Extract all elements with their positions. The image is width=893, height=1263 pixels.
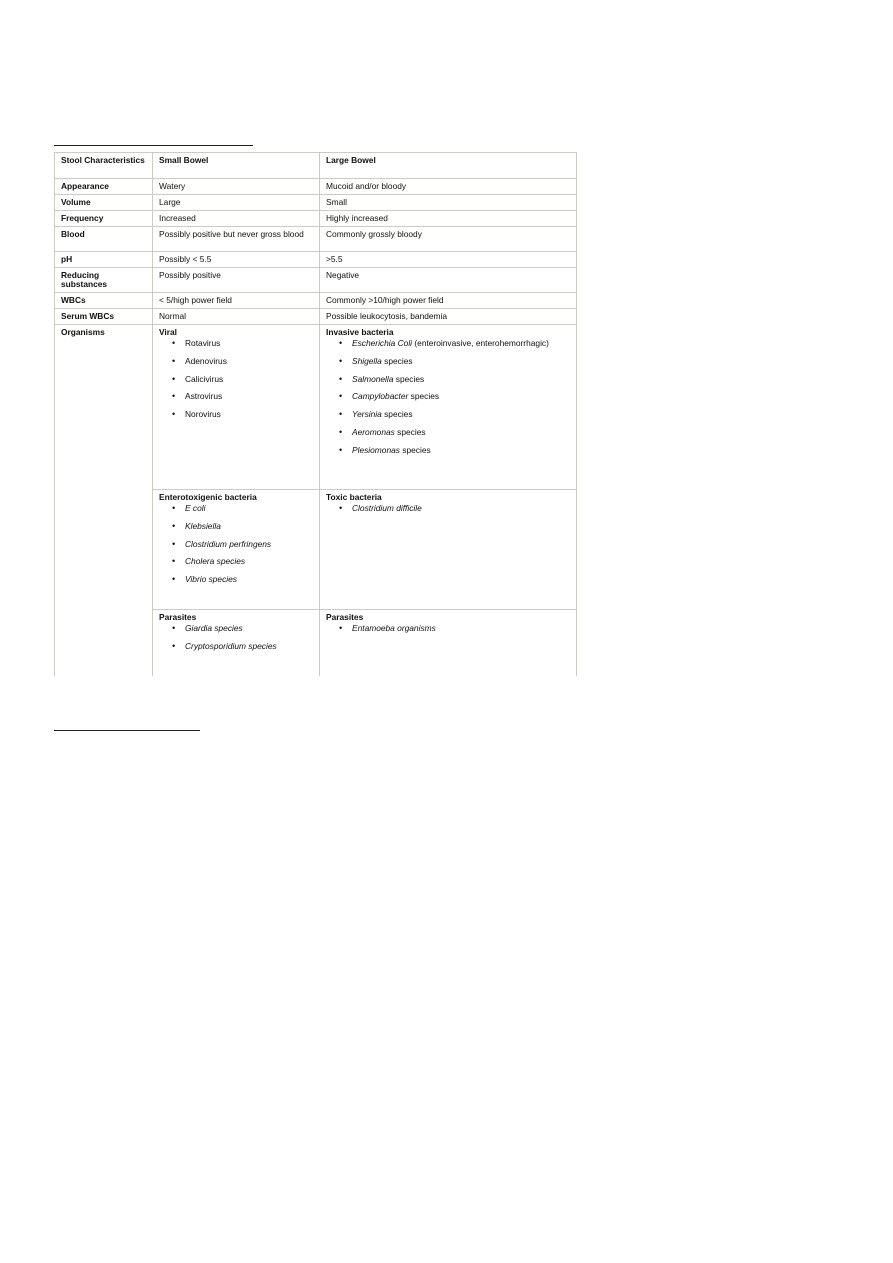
- organism-group: [153, 610, 320, 676]
- organism-group: [320, 490, 577, 610]
- header-large-bowel: Large Bowel: [320, 153, 577, 179]
- row-small-value: Normal: [153, 309, 320, 325]
- row-small-value: Large: [153, 195, 320, 211]
- organism-note: species: [393, 373, 425, 384]
- organism-list: [326, 624, 571, 633]
- organism-note: species: [394, 426, 426, 437]
- organism-list: [159, 504, 314, 584]
- row-label: Frequency: [55, 211, 153, 227]
- list-item: • E coli: [185, 504, 314, 513]
- organism-name: Salmonella: [352, 373, 394, 384]
- organism-list: [159, 624, 314, 651]
- list-item: • Adenovirus: [185, 357, 314, 366]
- list-item: [352, 410, 571, 419]
- list-item: [352, 357, 571, 366]
- bottom-underline-rule: [54, 730, 200, 731]
- row-label: Blood: [55, 227, 153, 252]
- table-header-row: [55, 153, 577, 179]
- list-item: [352, 428, 571, 437]
- row-small-value: Possibly < 5.5: [153, 252, 320, 268]
- row-small-value: Increased: [153, 211, 320, 227]
- organism-group: [153, 325, 320, 490]
- row-large-value: Highly increased: [320, 211, 577, 227]
- organism-name: Cholera species: [185, 556, 246, 567]
- row-label: Appearance: [55, 179, 153, 195]
- row-label: Reducing substances: [55, 268, 153, 293]
- organism-name: Aeromonas: [352, 426, 395, 437]
- row-large-value: Possible leukocytosis, bandemia: [320, 309, 577, 325]
- organism-name: Vibrio species: [185, 574, 237, 585]
- list-item: • Rotavirus: [185, 339, 314, 348]
- organism-group-title: Parasites: [159, 612, 197, 622]
- table-row-serum-wbcs: [55, 309, 577, 325]
- row-large-value: >5.5: [320, 252, 577, 268]
- table-row-ph: [55, 252, 577, 268]
- row-small-value: Watery: [153, 179, 320, 195]
- row-small-value: Possibly positive but never gross blood: [153, 227, 320, 252]
- table-row-reducing-substances: [55, 268, 577, 293]
- row-large-value: Commonly grossly bloody: [320, 227, 577, 252]
- list-item: • Giardia species: [185, 624, 314, 633]
- list-item: [352, 339, 571, 348]
- organism-note: species: [399, 444, 431, 455]
- table-row-organisms-viral: [55, 325, 577, 490]
- row-label: Volume: [55, 195, 153, 211]
- list-item: • Klebsiella: [185, 522, 314, 531]
- organism-note: species: [381, 409, 413, 420]
- organism-group: [320, 325, 577, 490]
- organism-note: (enteroinvasive, enterohemorrhagic): [412, 338, 549, 348]
- organism-list: [159, 339, 314, 419]
- row-large-value: Small: [320, 195, 577, 211]
- organism-group-title: Viral: [159, 327, 178, 337]
- list-item: • Cryptosporidium species: [185, 642, 314, 651]
- organism-name: Plesiomonas: [352, 444, 400, 455]
- organism-group-title: Enterotoxigenic bacteria: [159, 492, 257, 502]
- organism-group: [320, 610, 577, 676]
- row-large-value: Mucoid and/or bloody: [320, 179, 577, 195]
- list-item: • Clostridium difficile: [352, 504, 571, 513]
- table-row-appearance: [55, 179, 577, 195]
- list-item: • Norovirus: [185, 410, 314, 419]
- row-small-value: Possibly positive: [153, 268, 320, 293]
- organism-list: [326, 339, 571, 455]
- organism-list: [326, 504, 571, 513]
- row-label: pH: [55, 252, 153, 268]
- organism-name: Yersinia: [352, 409, 382, 420]
- table-row-frequency: [55, 211, 577, 227]
- table-row-volume: [55, 195, 577, 211]
- list-item: [352, 446, 571, 455]
- list-item: [185, 557, 314, 566]
- organism-name: Campylobacter: [352, 391, 409, 402]
- stool-characteristics-table: [54, 152, 577, 676]
- organism-group: [153, 490, 320, 610]
- list-item: [352, 392, 571, 401]
- table-row-blood: [55, 227, 577, 252]
- list-item: • Entamoeba organisms: [352, 624, 571, 633]
- list-item: • Astrovirus: [185, 392, 314, 401]
- list-item: • Calicivirus: [185, 375, 314, 384]
- row-small-value: < 5/high power field: [153, 293, 320, 309]
- list-item: [352, 375, 571, 384]
- row-label: WBCs: [55, 293, 153, 309]
- organism-name: Shigella: [352, 355, 382, 366]
- organism-note: species: [408, 391, 440, 402]
- top-underline-rule: [54, 145, 253, 146]
- header-small-bowel: Small Bowel: [153, 153, 320, 179]
- list-item: [185, 575, 314, 584]
- organism-name: Escherichia Coli: [352, 338, 413, 348]
- list-item: • Clostridium perfringens: [185, 540, 314, 549]
- organism-group-title: Toxic bacteria: [326, 492, 382, 502]
- row-label: Serum WBCs: [55, 309, 153, 325]
- row-large-value: Commonly >10/high power field: [320, 293, 577, 309]
- organism-group-title: Invasive bacteria: [326, 327, 394, 337]
- row-label-organisms: Organisms: [55, 325, 153, 676]
- table-row-wbcs: [55, 293, 577, 309]
- header-stool-characteristics: Stool Characteristics: [55, 153, 153, 179]
- row-large-value: Negative: [320, 268, 577, 293]
- organism-group-title: Parasites: [326, 612, 364, 622]
- organism-note: species: [381, 355, 413, 366]
